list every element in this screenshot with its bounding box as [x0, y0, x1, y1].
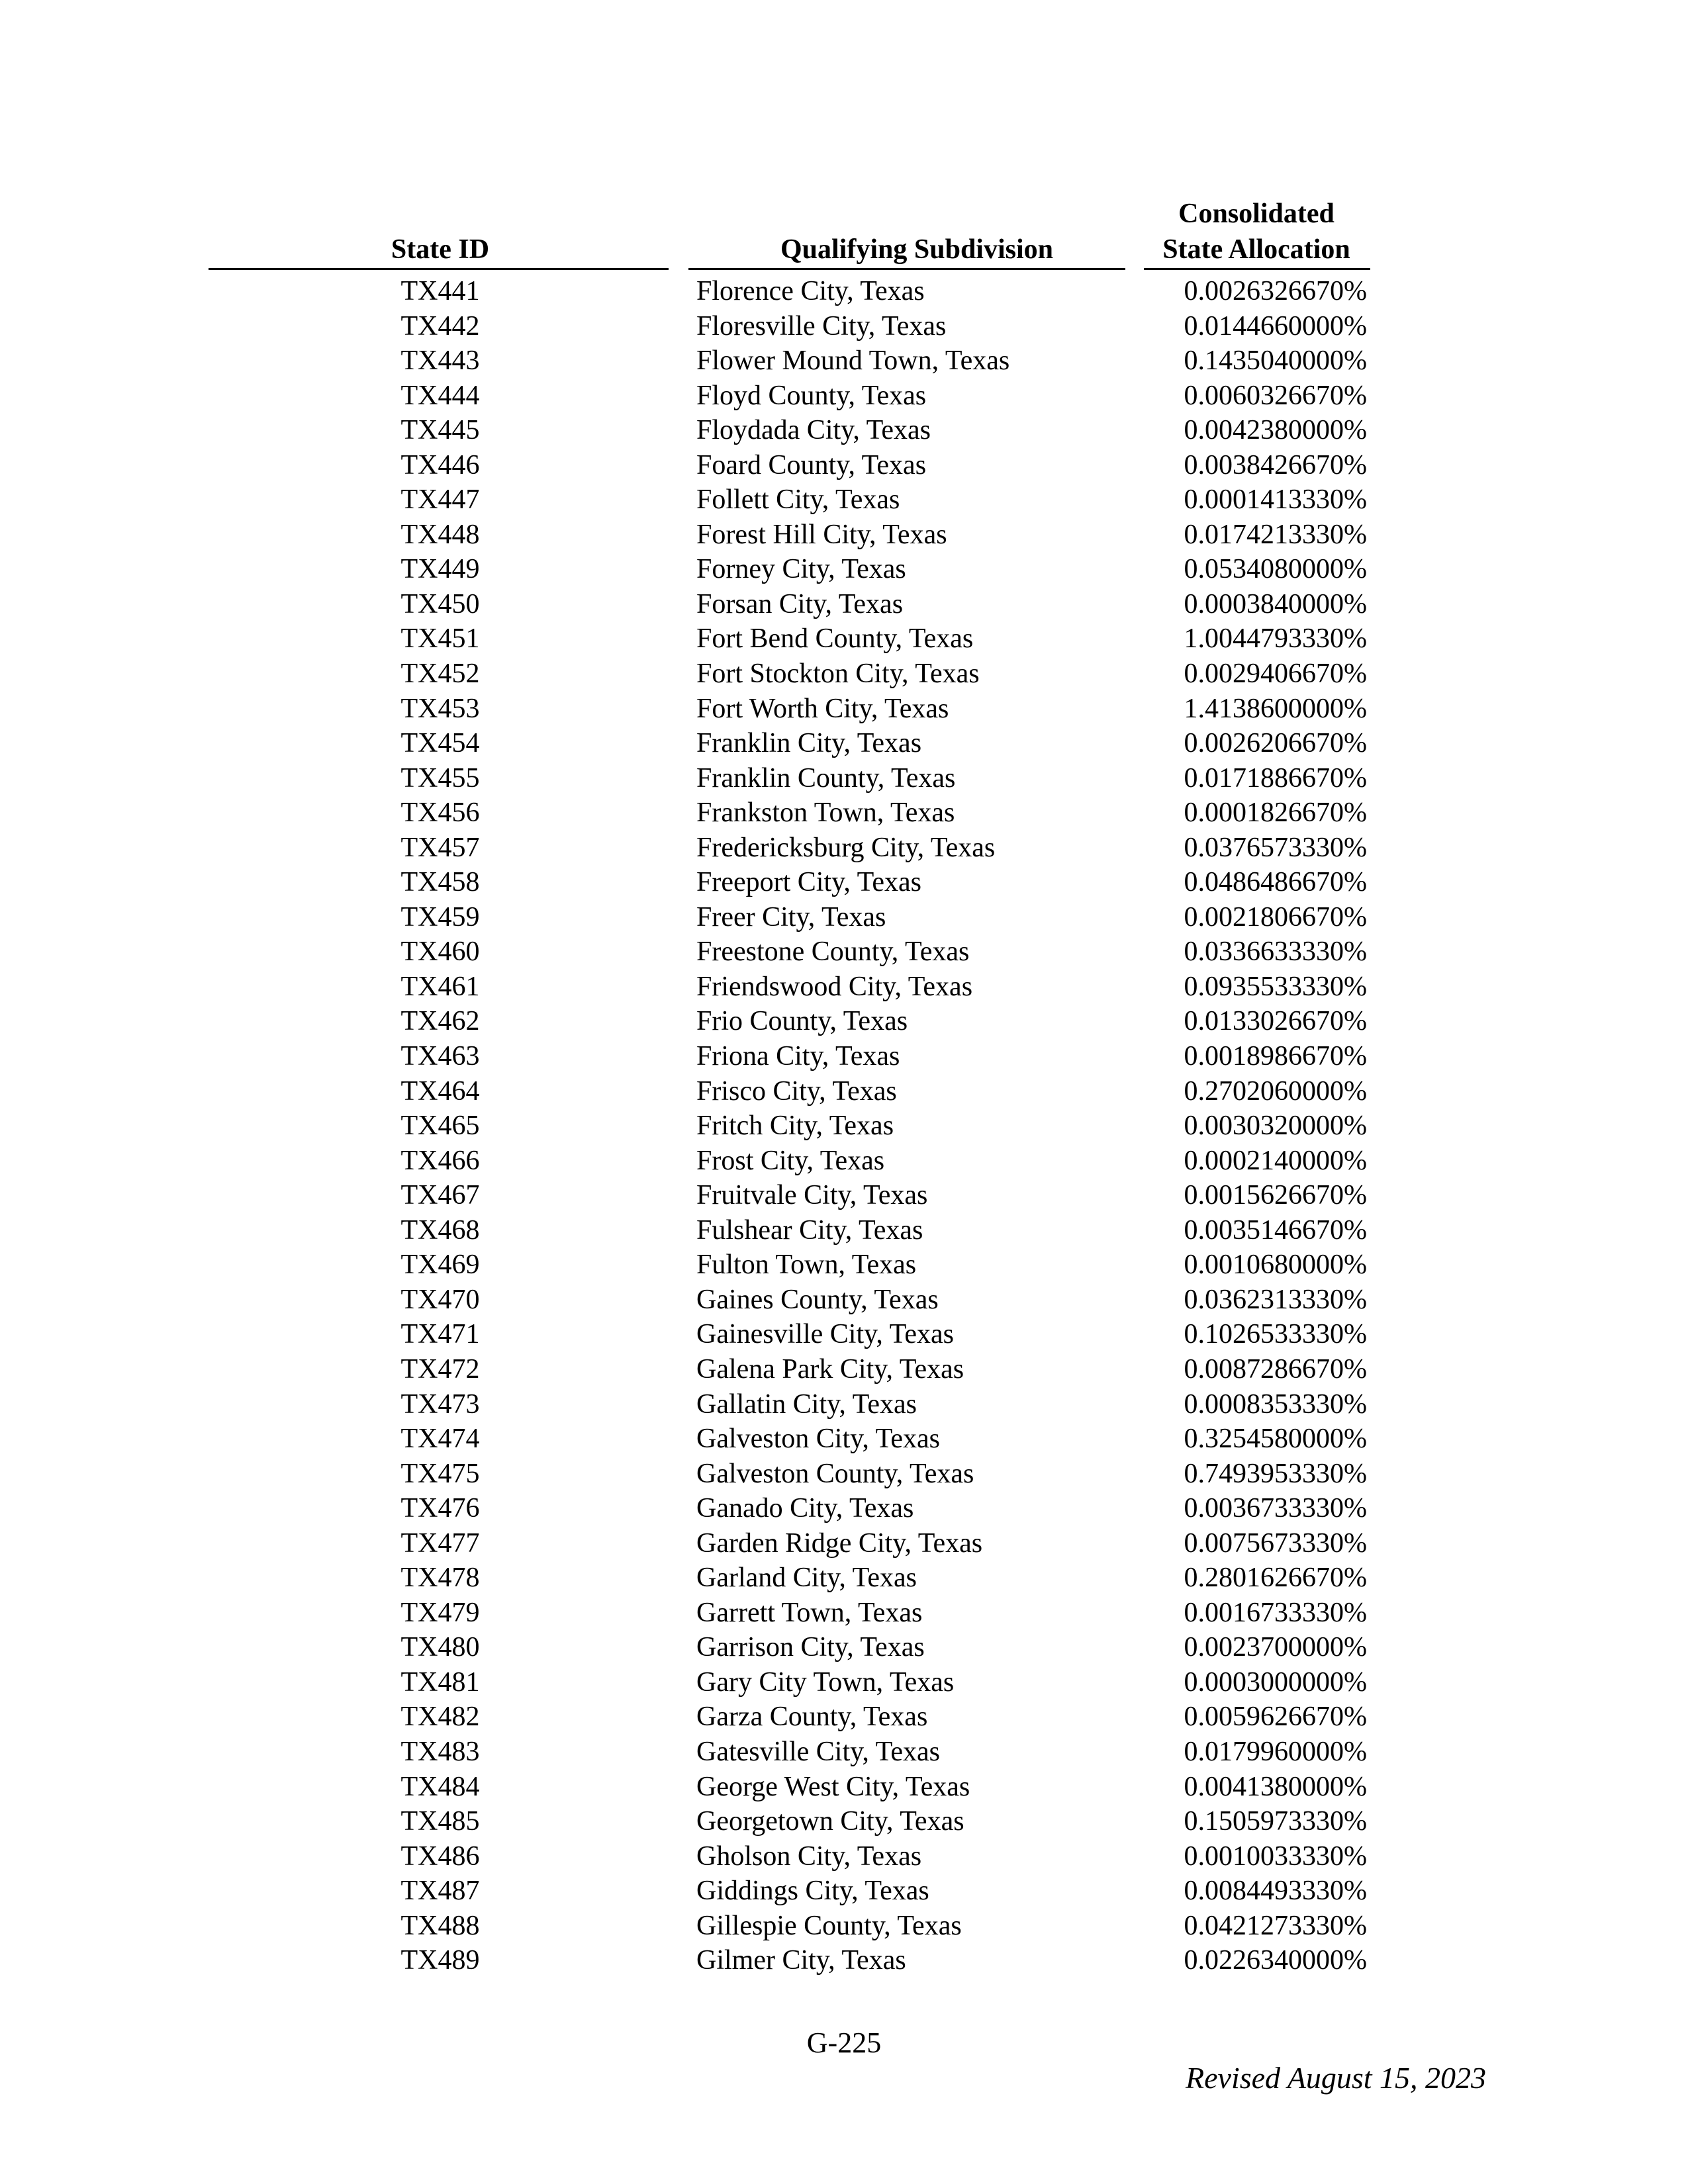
allocation-cell: 1.0044793330% — [1184, 623, 1367, 655]
state-id-cell: TX462 — [400, 1006, 480, 1037]
allocation-cell: 0.0041380000% — [1184, 1771, 1367, 1802]
allocation-cell: 0.0002140000% — [1184, 1145, 1367, 1176]
subdivision-cell: Giddings City, Texas — [696, 1876, 929, 1907]
allocation-cell: 0.0075673330% — [1184, 1527, 1367, 1559]
allocation-cell: 0.1505973330% — [1184, 1806, 1367, 1837]
state-id-cell: TX486 — [400, 1841, 480, 1872]
subdivision-cell: Fort Stockton City, Texas — [696, 659, 980, 690]
allocation-cell: 0.0026206670% — [1184, 728, 1367, 759]
allocation-cell: 0.2801626670% — [1184, 1563, 1367, 1594]
allocation-cell: 0.0003840000% — [1184, 588, 1367, 619]
table-row — [0, 552, 1688, 587]
header-allocation-line-1: Consolidated — [1178, 199, 1335, 229]
state-id-cell: TX448 — [400, 519, 480, 550]
subdivision-cell: Foard County, Texas — [696, 449, 927, 480]
table-row — [0, 657, 1688, 692]
allocation-cell: 0.0010680000% — [1184, 1250, 1367, 1281]
subdivision-cell: Forney City, Texas — [696, 554, 906, 585]
allocation-cell: 0.0023700000% — [1184, 1632, 1367, 1663]
state-id-cell: TX450 — [400, 588, 480, 619]
state-id-cell: TX461 — [400, 971, 480, 1002]
state-id-cell: TX482 — [400, 1702, 480, 1733]
state-id-cell: TX472 — [400, 1353, 480, 1385]
allocation-cell: 0.0171886670% — [1184, 762, 1367, 794]
state-id-cell: TX444 — [400, 380, 480, 411]
subdivision-cell: Fulshear City, Texas — [696, 1214, 923, 1246]
allocation-cell: 0.0035146670% — [1184, 1214, 1367, 1246]
table-row — [0, 1074, 1688, 1109]
table-row — [0, 1004, 1688, 1039]
table-row — [0, 1665, 1688, 1700]
header-rule-allocation — [1144, 268, 1370, 270]
allocation-cell: 0.0935533330% — [1184, 971, 1367, 1002]
allocation-cell: 0.0010033330% — [1184, 1841, 1367, 1872]
state-id-cell: TX489 — [400, 1945, 480, 1976]
state-id-cell: TX480 — [400, 1632, 480, 1663]
table-row — [0, 934, 1688, 970]
state-id-cell: TX467 — [400, 1180, 480, 1211]
state-id-cell: TX477 — [400, 1527, 480, 1559]
allocation-cell: 0.0038426670% — [1184, 449, 1367, 480]
subdivision-cell: Garrison City, Texas — [696, 1632, 925, 1663]
subdivision-cell: Frio County, Texas — [696, 1006, 908, 1037]
allocation-cell: 0.0001413330% — [1184, 484, 1367, 516]
state-id-cell: TX451 — [400, 623, 480, 655]
table-row — [0, 726, 1688, 761]
subdivision-cell: Forest Hill City, Texas — [696, 519, 947, 550]
state-id-cell: TX458 — [400, 867, 480, 898]
table-row — [0, 448, 1688, 483]
state-id-cell: TX479 — [400, 1597, 480, 1628]
state-id-cell: TX445 — [400, 415, 480, 446]
table-row — [0, 343, 1688, 379]
table-row — [0, 1526, 1688, 1561]
allocation-cell: 0.0376573330% — [1184, 832, 1367, 863]
table-row — [0, 1561, 1688, 1596]
subdivision-cell: Fort Bend County, Texas — [696, 623, 974, 655]
table-row — [0, 518, 1688, 553]
state-id-cell: TX449 — [400, 554, 480, 585]
state-id-cell: TX478 — [400, 1563, 480, 1594]
table-row — [0, 379, 1688, 414]
table-row — [0, 1317, 1688, 1352]
table-row — [0, 900, 1688, 935]
state-id-cell: TX469 — [400, 1250, 480, 1281]
subdivision-cell: Flower Mound Town, Texas — [696, 345, 1010, 377]
subdivision-cell: Gainesville City, Texas — [696, 1319, 954, 1350]
table-row — [0, 1491, 1688, 1526]
allocation-cell: 0.0144660000% — [1184, 310, 1367, 341]
state-id-cell: TX456 — [400, 797, 480, 829]
state-id-cell: TX483 — [400, 1736, 480, 1767]
allocation-cell: 0.1026533330% — [1184, 1319, 1367, 1350]
subdivision-cell: Follett City, Texas — [696, 484, 900, 516]
subdivision-cell: Floresville City, Texas — [696, 310, 947, 341]
subdivision-cell: Gary City Town, Texas — [696, 1666, 955, 1698]
subdivision-cell: Ganado City, Texas — [696, 1493, 914, 1524]
subdivision-cell: Franklin City, Texas — [696, 728, 922, 759]
table-row — [0, 692, 1688, 727]
state-id-cell: TX463 — [400, 1041, 480, 1072]
allocation-cell: 0.0018986670% — [1184, 1041, 1367, 1072]
allocation-cell: 0.0036733330% — [1184, 1493, 1367, 1524]
subdivision-cell: Freestone County, Texas — [696, 936, 970, 968]
table-row — [0, 1770, 1688, 1805]
table-row — [0, 1874, 1688, 1909]
state-id-cell: TX447 — [400, 484, 480, 516]
table-row — [0, 413, 1688, 448]
subdivision-cell: Garden Ridge City, Texas — [696, 1527, 983, 1559]
table-row — [0, 1457, 1688, 1492]
header-allocation-line-2: State Allocation — [1162, 234, 1350, 265]
state-id-cell: TX468 — [400, 1214, 480, 1246]
subdivision-cell: Garza County, Texas — [696, 1702, 928, 1733]
allocation-cell: 0.7493953330% — [1184, 1458, 1367, 1489]
allocation-cell: 0.0016733330% — [1184, 1597, 1367, 1628]
subdivision-cell: Gallatin City, Texas — [696, 1388, 917, 1420]
revised-date: Revised August 15, 2023 — [1186, 2061, 1486, 2095]
table-row — [0, 761, 1688, 796]
subdivision-cell: Floydada City, Texas — [696, 415, 931, 446]
table-row — [0, 1422, 1688, 1457]
subdivision-cell: Franklin County, Texas — [696, 762, 956, 794]
table-row — [0, 1039, 1688, 1074]
table-row — [0, 1387, 1688, 1422]
subdivision-cell: Gaines County, Texas — [696, 1284, 939, 1315]
allocation-cell: 0.3254580000% — [1184, 1424, 1367, 1455]
table-row — [0, 1700, 1688, 1735]
state-id-cell: TX485 — [400, 1806, 480, 1837]
allocation-cell: 0.0362313330% — [1184, 1284, 1367, 1315]
allocation-cell: 0.0084493330% — [1184, 1876, 1367, 1907]
allocation-cell: 0.0179960000% — [1184, 1736, 1367, 1767]
table-row — [0, 1630, 1688, 1665]
state-id-cell: TX474 — [400, 1424, 480, 1455]
allocation-cell: 0.0003000000% — [1184, 1666, 1367, 1698]
subdivision-cell: Fort Worth City, Texas — [696, 693, 949, 724]
state-id-cell: TX466 — [400, 1145, 480, 1176]
subdivision-cell: Gholson City, Texas — [696, 1841, 922, 1872]
allocation-cell: 0.0336633330% — [1184, 936, 1367, 968]
table-row — [0, 482, 1688, 518]
table-row — [0, 1804, 1688, 1839]
table-row — [0, 970, 1688, 1005]
state-id-cell: TX471 — [400, 1319, 480, 1350]
state-id-cell: TX476 — [400, 1493, 480, 1524]
allocation-cell: 0.0133026670% — [1184, 1006, 1367, 1037]
state-id-cell: TX473 — [400, 1388, 480, 1420]
table-row — [0, 1109, 1688, 1144]
header-rule-state-id — [209, 268, 669, 270]
state-id-cell: TX452 — [400, 659, 480, 690]
subdivision-cell: Fritch City, Texas — [696, 1111, 894, 1142]
allocation-cell: 0.0174213330% — [1184, 519, 1367, 550]
state-id-cell: TX442 — [400, 310, 480, 341]
table-row — [0, 1943, 1688, 1978]
subdivision-cell: Friendswood City, Texas — [696, 971, 973, 1002]
allocation-cell: 0.0421273330% — [1184, 1910, 1367, 1941]
subdivision-cell: Garrett Town, Texas — [696, 1597, 923, 1628]
subdivision-cell: Floyd County, Texas — [696, 380, 927, 411]
subdivision-cell: Forsan City, Texas — [696, 588, 904, 619]
table-row — [0, 796, 1688, 831]
state-id-cell: TX454 — [400, 728, 480, 759]
subdivision-cell: Fruitvale City, Texas — [696, 1180, 928, 1211]
allocation-cell: 0.0021806670% — [1184, 901, 1367, 933]
table-row — [0, 1213, 1688, 1248]
subdivision-cell: George West City, Texas — [696, 1771, 970, 1802]
state-id-cell: TX488 — [400, 1910, 480, 1941]
allocation-cell: 0.0059626670% — [1184, 1702, 1367, 1733]
state-id-cell: TX465 — [400, 1111, 480, 1142]
subdivision-cell: Garland City, Texas — [696, 1563, 917, 1594]
state-id-cell: TX446 — [400, 449, 480, 480]
table-row — [0, 1178, 1688, 1213]
table-row — [0, 1248, 1688, 1283]
table-row — [0, 1839, 1688, 1874]
subdivision-cell: Gillespie County, Texas — [696, 1910, 962, 1941]
page-number: G-225 — [806, 2026, 882, 2059]
header-state-id: State ID — [391, 234, 490, 265]
state-id-cell: TX457 — [400, 832, 480, 863]
allocation-cell: 0.0534080000% — [1184, 554, 1367, 585]
table-row — [0, 1144, 1688, 1179]
table-row — [0, 1283, 1688, 1318]
subdivision-cell: Fredericksburg City, Texas — [696, 832, 996, 863]
state-id-cell: TX475 — [400, 1458, 480, 1489]
allocation-cell: 0.0015626670% — [1184, 1180, 1367, 1211]
subdivision-cell: Georgetown City, Texas — [696, 1806, 964, 1837]
subdivision-cell: Friona City, Texas — [696, 1041, 900, 1072]
state-id-cell: TX441 — [400, 276, 480, 306]
state-id-cell: TX455 — [400, 762, 480, 794]
allocation-cell: 0.0486486670% — [1184, 867, 1367, 898]
state-id-cell: TX464 — [400, 1075, 480, 1107]
allocation-table-body — [0, 274, 1688, 1978]
allocation-cell: 0.0042380000% — [1184, 415, 1367, 446]
table-row — [0, 1735, 1688, 1770]
table-row — [0, 865, 1688, 900]
allocation-cell: 0.0087286670% — [1184, 1353, 1367, 1385]
allocation-cell: 0.0226340000% — [1184, 1945, 1367, 1976]
allocation-cell: 0.0001826670% — [1184, 797, 1367, 829]
state-id-cell: TX460 — [400, 936, 480, 968]
subdivision-cell: Galveston City, Texas — [696, 1424, 941, 1455]
subdivision-cell: Gilmer City, Texas — [696, 1945, 906, 1976]
allocation-cell: 0.0030320000% — [1184, 1111, 1367, 1142]
state-id-cell: TX459 — [400, 901, 480, 933]
subdivision-cell: Frost City, Texas — [696, 1145, 885, 1176]
subdivision-cell: Freeport City, Texas — [696, 867, 921, 898]
table-row — [0, 309, 1688, 344]
allocation-cell: 0.0060326670% — [1184, 380, 1367, 411]
table-row — [0, 1352, 1688, 1387]
subdivision-cell: Frisco City, Texas — [696, 1075, 897, 1107]
state-id-cell: TX481 — [400, 1666, 480, 1698]
subdivision-cell: Freer City, Texas — [696, 901, 886, 933]
table-row — [0, 1596, 1688, 1631]
state-id-cell: TX470 — [400, 1284, 480, 1315]
state-id-cell: TX484 — [400, 1771, 480, 1802]
allocation-cell: 0.0008353330% — [1184, 1388, 1367, 1420]
subdivision-cell: Florence City, Texas — [696, 276, 925, 306]
allocation-cell: 0.2702060000% — [1184, 1075, 1367, 1107]
table-row — [0, 621, 1688, 657]
allocation-cell: 1.4138600000% — [1184, 693, 1367, 724]
subdivision-cell: Fulton Town, Texas — [696, 1250, 917, 1281]
allocation-cell: 0.0026326670% — [1184, 276, 1367, 306]
subdivision-cell: Galveston County, Texas — [696, 1458, 974, 1489]
table-row — [0, 587, 1688, 622]
state-id-cell: TX453 — [400, 693, 480, 724]
subdivision-cell: Galena Park City, Texas — [696, 1353, 964, 1385]
header-qualifying-subdivision: Qualifying Subdivision — [780, 234, 1054, 265]
state-id-cell: TX443 — [400, 345, 480, 377]
allocation-cell: 0.0029406670% — [1184, 659, 1367, 690]
header-rule-subdivision — [688, 268, 1125, 270]
subdivision-cell: Gatesville City, Texas — [696, 1736, 940, 1767]
state-id-cell: TX487 — [400, 1876, 480, 1907]
table-row — [0, 1909, 1688, 1944]
allocation-cell: 0.1435040000% — [1184, 345, 1367, 377]
table-row — [0, 274, 1688, 309]
table-row — [0, 831, 1688, 866]
subdivision-cell: Frankston Town, Texas — [696, 797, 955, 829]
